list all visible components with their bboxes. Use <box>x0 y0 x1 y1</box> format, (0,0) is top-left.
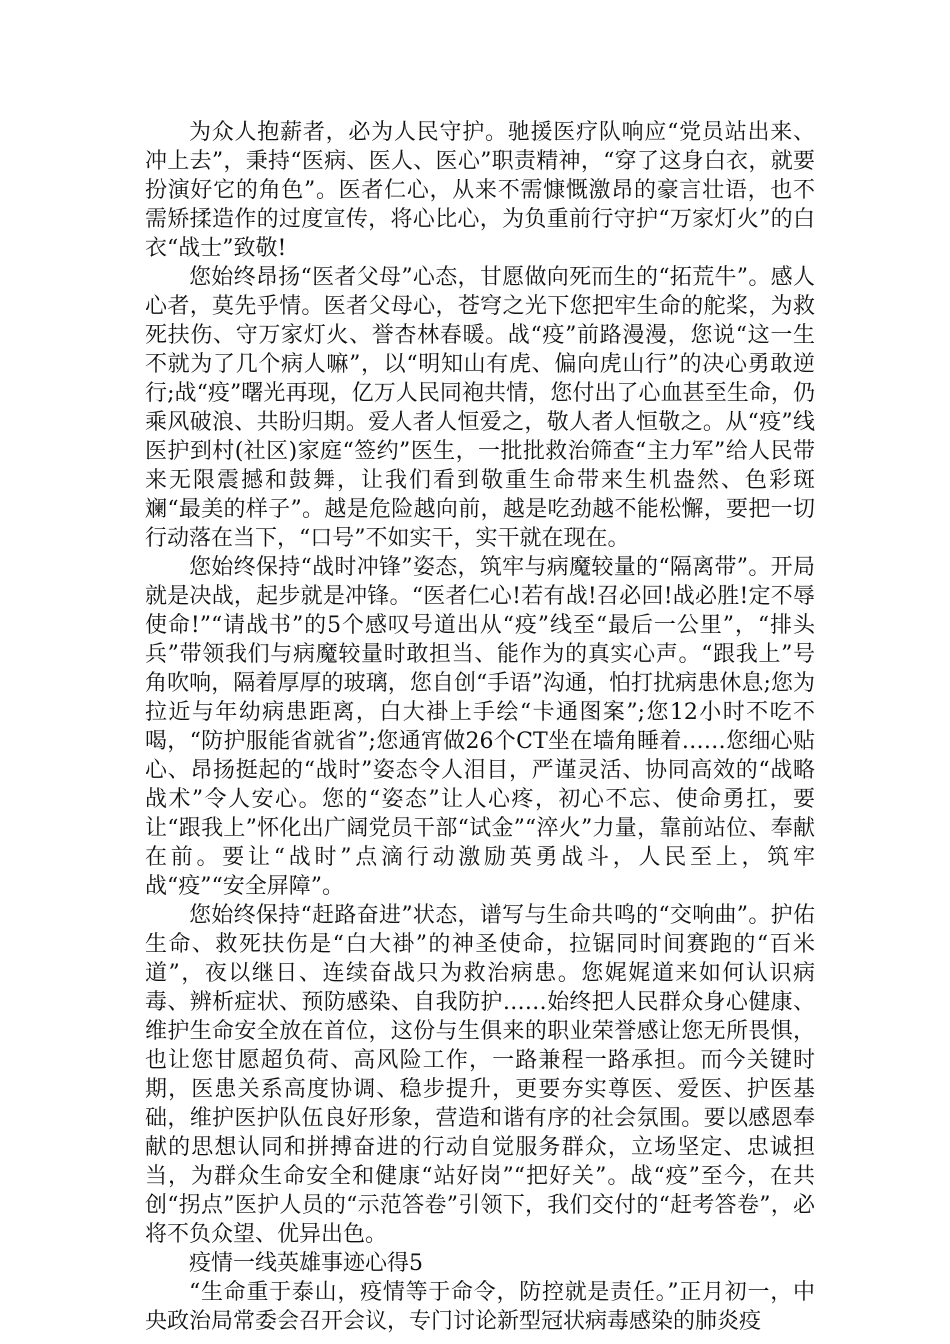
paragraph-1: 为众人抱薪者，必为人民守护。驰援医疗队响应“党员站出来、冲上去”，秉持“医病、医人、医心”职责精神，“穿了这身白衣，就要扮演好它的角色”。医者仁心，从来不需慷慨激昂的豪言壮语，也不需矫揉造作的过度宣传，将心比心，为负重前行守护“万家灯火”的白衣“战士”致敬! <box>145 120 815 261</box>
document-page <box>145 118 815 1336</box>
section-heading: 疫情一线英雄事迹心得5 <box>189 1251 423 1276</box>
paragraph-2: 您始终昂扬“医者父母”心态，甘愿做向死而生的“拓荒牛”。感人心者，莫先乎情。医者父母心，苍穹之光下您把牢生命的舵桨，为救死扶伤、守万家灯火、誉杏林春暖。战“疫”前路漫漫，您说“这一生不就为了几个病人嘛”，以“明知山有虎、偏向虎山行”的决心勇敢逆行;战“疫”曙光再现，亿万人民同袍共情，您付出了心血甚至生命，仍乘风破浪、共盼归期。爱人者人恒爱之，敬人者人恒敬之。从“疫”线医护到村(社区)家庭“签约”医生，一批批救治筛查“主力军”给人民带来无限震撼和鼓舞，让我们看到敬重生命带来生机盎然、色彩斑斓“最美的样子”。越是危险越向前，越是吃劲越不能松懈，要把一切行动落在当下，“口号”不如实干，实干就在现在。 <box>145 265 815 551</box>
closing-paragraph: “生命重于泰山，疫情等于命令，防控就是责任。”正月初一，中央政治局常委会召开会议，专门讨论新型冠状病毒感染的肺炎疫 <box>145 1280 815 1334</box>
paragraph-4: 您始终保持“赶路奋进”状态，谱写与生命共鸣的“交响曲”。护佑生命、救死扶伤是“白大褂”的神圣使命，拉锯同时间赛跑的“百米道”，夜以继日、连续奋战只为救治病患。您娓娓道来如何认识病毒、辨析症状、预防感染、自我防护……始终把人民群众身心健康、维护生命安全放在首位，这份与生俱来的职业荣誉感让您无所畏惧，也让您甘愿超负荷、高风险工作，一路兼程一路承担。而今关键时期，医患关系高度协调、稳步提升，更要夯实尊医、爱医、护医基础，维护医护队伍良好形象，营造和谐有序的社会氛围。要以感恩奉献的思想认同和拼搏奋进的行动自觉服务群众，立场坚定、忠诚担当，为群众生命安全和健康“站好岗”“把好关”。战“疫”至今，在共创“拐点”医护人员的“示范答卷”引领下，我们交付的“赶考答卷”，必将不负众望、优异出色。 <box>145 903 815 1247</box>
paragraph-3: 您始终保持“战时冲锋”姿态，筑牢与病魔较量的“隔离带”。开局就是决战，起步就是冲锋。“医者仁心!若有战!召必回!战必胜!定不辱使命!”“请战书”的5个感叹号道出从“疫”线至“最后一公里”，“排头兵”带领我们与病魔较量时敢担当、能作为的真实心声。“跟我上”号角吹响，隔着厚厚的玻璃，您自创“手语”沟通，怕打扰病患休息;您为拉近与年幼病患距离，白大褂上手绘“卡通图案”;您12小时不吃不喝，“防护服能省就省”;您通宵做26个CT坐在墙角睡着……您细心贴心、昂扬挺起的“战时”姿态令人泪目，严谨灵活、协同高效的“战略战术”令人安心。您的“姿态”让人心疼，初心不忘、使命勇扛，要让“跟我上”怀化出广阔党员干部“试金”“淬火”力量，靠前站位、奉献在前。要让“战时”点滴行动激励英勇战斗，人民至上，筑牢战“疫”“安全屏障”。 <box>145 555 815 899</box>
